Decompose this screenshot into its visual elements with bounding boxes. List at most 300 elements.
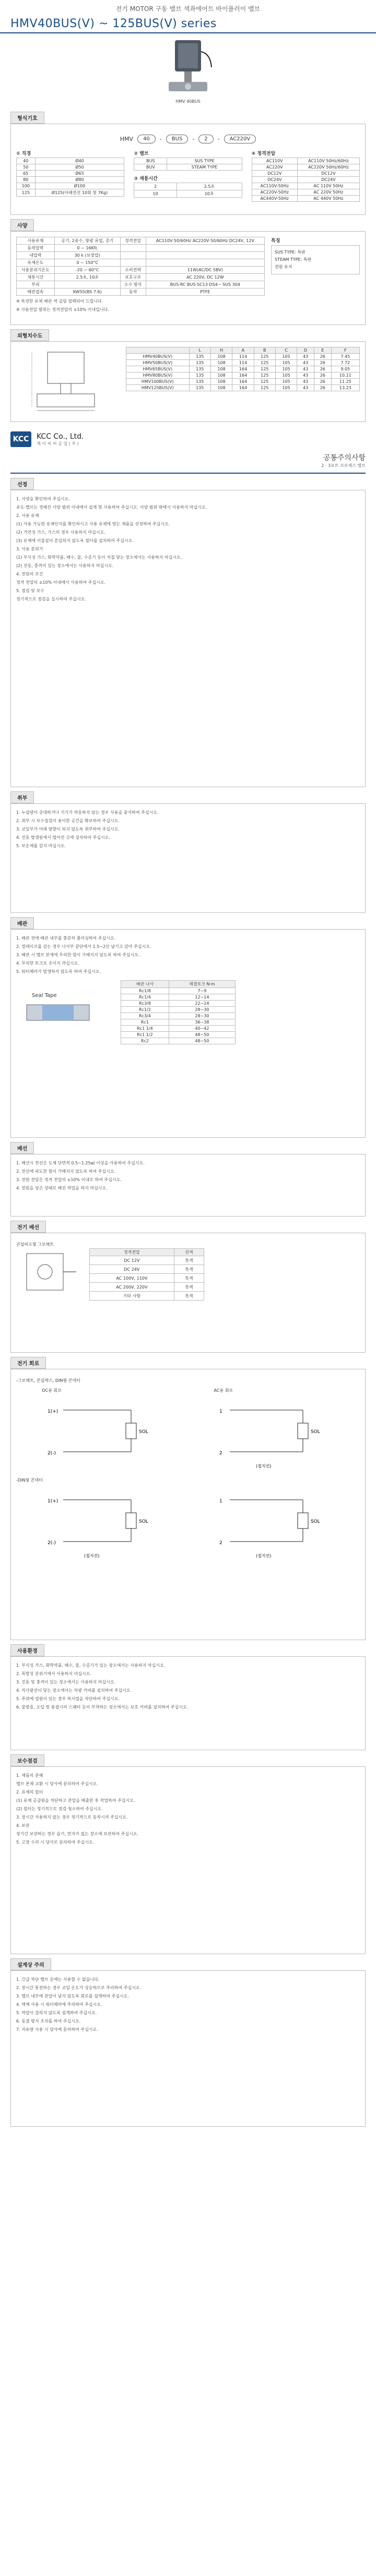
table-cell: 164 (232, 379, 254, 385)
table-row (90, 1292, 204, 1301)
product-subtitle: 전기 MOTOR 구동 밸브 색좌에어트 바이플러이 밸브 (115, 5, 261, 13)
table-cell: 13.23 (331, 385, 359, 391)
table-cell: 108 (210, 379, 232, 385)
table-row (17, 267, 265, 274)
text-line: 3. 사용 분위기 (16, 547, 43, 551)
table-cell: 125 (17, 189, 36, 197)
svg-text:2(-): 2(-) (47, 1540, 56, 1546)
table-cell: HMV40BUS(V) (126, 354, 190, 360)
svg-text:(접지선): (접지선) (255, 1464, 271, 1468)
table-cell: 2.5초, 10초 (54, 274, 120, 281)
text-line: 4. 진동 발생원에서 떨어진 곳에 설치하여 주십시오. (16, 835, 110, 840)
text-line: (3) 유체에 이물질이 혼입되지 않도록 필터를 설치하여 주십시오. (16, 538, 134, 543)
table-header-cell: D (297, 347, 314, 354)
table-cell: 30 k (보장압) (54, 252, 120, 259)
table-cell: 65 (17, 171, 36, 177)
svg-text:1(+): 1(+) (47, 1409, 58, 1414)
table-row (17, 252, 265, 259)
table-cell: 135 (189, 354, 210, 360)
elec-wiring-section-tab: 전기 배선 (10, 1221, 46, 1233)
table-cell: BUV (134, 164, 167, 171)
ac-circuit (214, 1385, 334, 1474)
svg-text:(접지선): (접지선) (255, 1554, 271, 1558)
precaution-section (10, 490, 366, 787)
table-cell: AC440V-50Hz (252, 196, 297, 202)
title-bar (0, 13, 376, 33)
table-row (17, 281, 265, 288)
seal-tape-label: Seal Tape (32, 992, 57, 998)
text-line: 2. 사용 유체 (16, 513, 39, 518)
table-cell: Rc2 (121, 1038, 169, 1044)
code-tables (16, 150, 360, 202)
table-cell: AC 200V, 220V (90, 1283, 174, 1292)
svg-text:1: 1 (219, 1409, 222, 1414)
table-header-cell: F (331, 347, 359, 354)
table-cell: KW55(BS 7.6) (54, 288, 120, 296)
design-section-tab: 설계상 주의 (10, 1958, 51, 1970)
text-line: 유도·밸브는 정해진 사양 범위 이내에서 설계 및 사용하여 주십시오. 사양 범위 밖에서 사용하지 마십시오. (16, 505, 207, 510)
table-cell: 7.72 (331, 360, 359, 366)
table-row (134, 158, 242, 164)
spec-table (16, 237, 265, 296)
table-header-cell: E (314, 347, 331, 354)
elec-caption: 큰설비소형 그로메트 (16, 1242, 54, 1247)
table-cell (146, 259, 264, 267)
table-row (126, 366, 360, 372)
table-row (252, 189, 359, 196)
table-cell: AC110V·50/60Hz AC220V·50/60Hz DC24V, 12V (146, 237, 264, 245)
table-row (126, 360, 360, 366)
table-cell (146, 252, 264, 259)
text-line: 2. 유체의 필터 (16, 1790, 43, 1795)
table-cell: 105 (275, 366, 297, 372)
code-col-size-title: ① 직경 (16, 151, 31, 157)
svg-text:SOL: SOL (138, 1519, 148, 1524)
table-cell: AC110V (252, 158, 297, 164)
text-line: 4. 전원의 조건 (16, 572, 43, 576)
table-cell: PTFE (146, 288, 264, 296)
table-cell: 43 (297, 354, 314, 360)
table-cell: 135 (189, 366, 210, 372)
table-cell: HMV65BUS(V) (126, 366, 190, 372)
table-cell: 소수 방식 (120, 281, 146, 288)
table-cell: Ø65 (35, 171, 124, 177)
spec-section-tab: 사양 (10, 219, 34, 231)
code-col-valve-title: ② 밸브 (134, 151, 149, 157)
table-cell: 105 (275, 379, 297, 385)
feature-item: SUS TYPE: 특판 (275, 250, 306, 255)
table-row (17, 237, 265, 245)
wiring-section (10, 1154, 366, 1217)
table-cell: 50 (17, 164, 36, 171)
table-cell: 48~50 (169, 1032, 235, 1038)
table-cell: 26 (314, 372, 331, 379)
table-cell: DC12V (252, 171, 297, 177)
table-row (252, 164, 359, 171)
table-cell: 135 (189, 379, 210, 385)
photo-caption: HMV 40BUS (175, 99, 201, 104)
torque-table (121, 980, 236, 1044)
table-cell: 배관접속 (17, 288, 55, 296)
text-line: 5. 역압이 걸리지 않도록 설계하여 주십시오. (16, 2011, 97, 2015)
text-line: 1. 부식성 가스, 화학약품, 해수, 물, 수증기가 있는 장소에서는 사용하지 마십시오. (16, 1663, 166, 1668)
table-row (17, 183, 124, 189)
text-line: (2) 가연성 가스, 가스의 경우 사용하지 마십시오. (16, 530, 105, 535)
text-line: 1. 사양을 확인하여 주십시오. (16, 497, 70, 501)
table-cell: 10.11 (331, 372, 359, 379)
svg-text:2: 2 (219, 1451, 222, 1456)
company-header (10, 426, 366, 452)
spec-note: ※ 특정한 유체 배관 색 실링 씰렉되어 드립니다. (16, 299, 103, 304)
svg-text:1: 1 (219, 1499, 222, 1504)
table-cell: Rc3/4 (121, 1013, 169, 1019)
table-cell: DC 12V (90, 1256, 174, 1265)
text-line: 5. 워터해머가 발생하지 않도록 하여 주십시오. (16, 969, 101, 974)
table-cell: 108 (210, 360, 232, 366)
table-cell: 26 (314, 360, 331, 366)
table-cell (120, 259, 146, 267)
text-line: (2) 진동, 충격이 있는 장소에서는 사용하지 마십시오. (16, 563, 114, 568)
circuit-section-tab: 전기 회로 (10, 1357, 46, 1369)
text-line: 2. 취부 시 보수점검이 용이한 공간을 확보하여 주십시오. (16, 818, 120, 823)
piping-section-tab: 배관 (10, 917, 34, 929)
text-line: 밸브 본체 교환 시 당사에 문의하여 주십시오. (16, 1781, 98, 1786)
spec-section (10, 231, 366, 325)
table-cell: AC110V-50Hz (252, 183, 297, 189)
company-name: KCC Co., Ltd. (37, 432, 84, 441)
wire-color-table (89, 1248, 204, 1301)
valve-photo (0, 33, 376, 112)
code-col-size (16, 150, 124, 202)
table-cell: 28~30 (169, 1007, 235, 1013)
table-cell: HMV125BUS(V) (126, 385, 190, 391)
table-cell (54, 281, 120, 288)
kcc-logo: KCC (10, 431, 31, 447)
table-row (90, 1274, 204, 1283)
table-cell: 43 (297, 385, 314, 391)
table-cell: 40 (17, 158, 36, 164)
text-line: 1. 누설량이 증대하거나 기기가 작동하지 않는 경우 사용을 중지하여 주십시오. (16, 810, 159, 815)
table-cell: 114 (232, 360, 254, 366)
spec-notes (16, 298, 265, 313)
text-line: 정기적으로 점검을 실시하여 주십시오. (16, 597, 86, 601)
table-row (126, 379, 360, 385)
table-cell: Rc1 1/4 (121, 1026, 169, 1032)
table-cell: DC12V (297, 171, 359, 177)
table-cell: STEAM TYPE (167, 164, 242, 171)
features-box (271, 237, 360, 315)
text-line: 3. 진동 및 충격이 있는 장소에서는 사용하지 마십시오. (16, 1680, 116, 1684)
table-cell: Ø125(아래전선 10회 및 7Kg) (35, 189, 124, 197)
table-header-cell: L (189, 347, 210, 354)
table-cell: Rc1/2 (121, 1007, 169, 1013)
install-section-tab: 취부 (10, 791, 34, 803)
text-line: (1) 부식성 가스, 화학약품, 해수, 물, 수증기 등이 직접 닿는 장소에서는 사용하지 마십시오. (16, 555, 182, 560)
table-cell: 108 (210, 366, 232, 372)
valve-illustration (159, 36, 217, 109)
table-row (121, 1013, 236, 1019)
table-cell: 11.25 (331, 379, 359, 385)
table-header-cell: H (210, 347, 232, 354)
text-line: 6. 동결 방지 조치를 하여 주십시오. (16, 2019, 81, 2024)
table-cell: HMV100BUS(V) (126, 379, 190, 385)
dimension-section (10, 341, 366, 422)
table-row (252, 183, 359, 189)
table-row (252, 177, 359, 183)
grommet-diagram (16, 1248, 79, 1301)
code-section (10, 124, 366, 215)
table-cell: 7~9 (169, 988, 235, 994)
table-row (121, 988, 236, 994)
table-cell: 125 (254, 366, 275, 372)
table-row (121, 994, 236, 1001)
svg-text:1(+): 1(+) (47, 1499, 58, 1504)
text-line: 정격 전압의 ±10% 이내에서 사용하여 주십시오. (16, 580, 106, 585)
table-cell: 108 (210, 354, 232, 360)
dimension-section-tab: 외형치수도 (10, 329, 49, 341)
text-line: (1) 사용 가능한 유체인지를 확인하시고 사용 유체에 맞는 제품을 선정하여 주십시오. (16, 522, 170, 526)
circuit-section (10, 1369, 366, 1640)
text-line: 2. 폭발성 분위기에서 사용하지 마십시오. (16, 1671, 91, 1676)
table-row (90, 1256, 204, 1265)
table-cell: 26 (314, 366, 331, 372)
table-row (17, 274, 265, 281)
table-cell: Ø50 (35, 164, 124, 171)
table-cell: Rc1 1/2 (121, 1032, 169, 1038)
table-cell: 10 (134, 190, 177, 198)
table-cell: 125 (254, 360, 275, 366)
text-line: 4. 직사광선이 닿는 장소에서는 차광 커버를 설치하여 주십시오. (16, 1688, 132, 1693)
table-cell: 114 (232, 354, 254, 360)
dc-circuit (42, 1385, 162, 1474)
table-cell: 내압력 (17, 252, 55, 259)
table-header-cell: C (275, 347, 297, 354)
table-cell: AC 220V 50Hz (297, 189, 359, 196)
table-cell: AC110V 50Hz/60Hz (297, 158, 359, 164)
table-cell: 48~50 (169, 1038, 235, 1044)
table-header-cell: B (254, 347, 275, 354)
code-col-voltage (252, 150, 360, 202)
table-row (134, 183, 242, 190)
table-cell: 164 (232, 372, 254, 379)
table-row (252, 171, 359, 177)
text-line: 5. 고장 수리 시 당사로 문의하여 주십시오. (16, 1840, 95, 1845)
table-cell: 135 (189, 360, 210, 366)
table-cell: Ø100 (35, 183, 124, 189)
common-precautions-subtitle: 2 · 3포트 프로세스 밸브 (321, 463, 366, 468)
table-cell: AC 110V 50Hz (297, 183, 359, 189)
table-cell: 재통시간 (17, 274, 55, 281)
text-line: 1. 긴급 차단 밸브 등에는 사용할 수 없습니다. (16, 1977, 100, 1982)
time-table (134, 183, 242, 198)
text-line: 1. 배선시 전선은 도체 단면적 0.5~1.25㎟ 이상을 사용하여 주십시오. (16, 1161, 145, 1165)
table-cell: 22~24 (169, 1001, 235, 1007)
svg-text:2: 2 (219, 1540, 222, 1546)
table-cell: 공기, 2종수, 방광 유립, 증기 (54, 237, 120, 245)
table-row (121, 1032, 236, 1038)
text-line: 2. 전선에 과도한 힘이 가해지지 않도록 하여 주십시오. (16, 1169, 116, 1174)
table-row (134, 190, 242, 198)
text-line: 장기간 보관하는 경우 습기, 먼지가 없는 장소에 보관하여 주십시오. (16, 1832, 139, 1836)
text-line: 3. 전원 전압은 정격 전압의 ±10% 이내로 하여 주십시오. (16, 1177, 122, 1182)
table-cell: Ø40 (35, 158, 124, 164)
table-cell: 26 (314, 385, 331, 391)
table-cell: 기타 사항 (90, 1292, 174, 1301)
table-row (121, 1038, 236, 1044)
features-title: 특징 (271, 238, 280, 244)
code-voltage: AC220V (224, 135, 256, 143)
text-line: 3. 장시간 사용하지 않는 경우 정기적으로 동작시켜 주십시오. (16, 1815, 128, 1820)
table-cell: 105 (275, 360, 297, 366)
text-line: (2) 필터는 정기적으로 점검·청소하여 주십시오. (16, 1807, 103, 1811)
table-cell: 0 ~ 16Kfc (54, 245, 120, 252)
table-cell: -20 ~ 60°C (54, 267, 120, 274)
table-cell: 26 (314, 354, 331, 360)
table-row (90, 1283, 204, 1292)
table-row (252, 158, 359, 164)
table-cell: 135 (189, 385, 210, 391)
precaution-section-tab: 선정 (10, 478, 34, 490)
table-cell: 부피 (17, 281, 55, 288)
table-row (121, 1026, 236, 1032)
table-cell: 80 (17, 177, 36, 183)
circuit-grommet-caption: -그로메트, 콘실박스, DIN형 콘넥터 (16, 1378, 80, 1383)
table-cell: Rc1/4 (121, 994, 169, 1001)
elec-wiring-section (10, 1233, 366, 1353)
table-cell: 100 (17, 183, 36, 189)
table-cell: AC220V (252, 164, 297, 171)
piping-section (10, 929, 366, 1138)
size-table (16, 158, 124, 197)
table-cell: 흑색 (174, 1274, 204, 1283)
table-cell: 보호구조 (120, 274, 146, 281)
table-row (17, 177, 124, 183)
text-line: 4. 무리한 토크로 조이지 마십시오. (16, 961, 79, 966)
table-cell: 105 (275, 354, 297, 360)
table-cell: HMV80BUS(V) (126, 372, 190, 379)
table-cell: 26 (314, 379, 331, 385)
table-cell: 108 (210, 372, 232, 379)
table-cell: 10초 (177, 190, 242, 198)
feature-item: 전원 유지 (275, 264, 292, 269)
table-cell: 흑색 (174, 1292, 204, 1301)
design-section (10, 1970, 366, 2127)
table-cell: 125 (254, 372, 275, 379)
table-cell (120, 245, 146, 252)
table-cell: 사용유체 (17, 237, 55, 245)
table-row (17, 164, 124, 171)
table-cell: 105 (275, 372, 297, 379)
table-cell: 135 (189, 372, 210, 379)
table-cell: BUS·RC BUS·SC13 DS4~ SUS 304 (146, 281, 264, 288)
model-code-row: HMV 40 - BUS - 2 - AC220V (16, 135, 360, 143)
table-cell: 43 (297, 366, 314, 372)
table-cell: 125 (254, 385, 275, 391)
table-cell: AC 440V 50Hz (297, 196, 359, 202)
table-cell: 164 (232, 385, 254, 391)
text-line: (1) 유체 공급원을 차단하고 잔압을 배출한 후 작업하여 주십시오. (16, 1798, 135, 1803)
usage-section-tab: 사용환경 (10, 1644, 44, 1656)
table-cell: 흑색 (174, 1265, 204, 1274)
text-line: 1. 배관 전에 배관 내부를 충분히 플러싱하여 주십시오. (16, 936, 116, 941)
text-line: 2. 장시간 통전하는 경우 코일 온도가 상승하므로 주의하여 주십시오. (16, 1985, 142, 1990)
table-header-cell: 배관 나사 (121, 981, 169, 988)
page-title: HMV40BUS(V) ~ 125BUS(V) series (10, 17, 217, 30)
svg-text:(접지선): (접지선) (84, 1554, 99, 1558)
table-cell: 105 (275, 385, 297, 391)
table-cell: 흑색 (174, 1256, 204, 1265)
table-cell: Rc1/8 (121, 988, 169, 994)
table-cell: 정격전압 (120, 237, 146, 245)
table-cell: 9.05 (331, 366, 359, 372)
feature-item: STEAM TYPE: 특판 (275, 257, 312, 262)
table-cell: 0 ~ 150°C (54, 259, 120, 267)
table-cell: AC220V-50Hz (252, 189, 297, 196)
text-line: 5. 점검 및 보수 (16, 588, 44, 593)
table-header-cell: 정격전압 (90, 1249, 174, 1256)
table-header-cell: A (232, 347, 254, 354)
table-cell: 43 (297, 372, 314, 379)
table-header-cell: 체결토크 N·m (169, 981, 235, 988)
text-line: 4. 보관 (16, 1823, 30, 1828)
table-cell: AC220V 50Hz/60Hz (297, 164, 359, 171)
table-cell: DC24V (252, 177, 297, 183)
text-line: 4. 액체 사용 시 워터해머에 주의하여 주십시오. (16, 2002, 102, 2007)
table-row (252, 196, 359, 202)
table-cell: 사용분위기온도 (17, 267, 55, 274)
dc-circuit-diagram (42, 1394, 162, 1473)
table-row (17, 288, 265, 296)
table-cell: 40~42 (169, 1026, 235, 1032)
table-cell: 2.5초 (177, 183, 242, 190)
code-col-valve (134, 150, 242, 202)
table-row (17, 245, 265, 252)
table-row (126, 385, 360, 391)
table-cell: 43 (297, 379, 314, 385)
dimension-table (126, 347, 360, 391)
svg-text:SOL: SOL (310, 1519, 320, 1524)
code-col-time-title: ③ 재통시간 (134, 176, 158, 182)
table-row (121, 1001, 236, 1007)
table-row (90, 1265, 204, 1274)
table-header-row (90, 1249, 204, 1256)
dimension-drawing (16, 347, 121, 415)
text-line: 5. 주위에 열원이 있는 경우 복사열을 차단하여 주십시오. (16, 1696, 120, 1701)
table-cell: AC 100V, 110V (90, 1274, 174, 1283)
seal-tape-diagram (16, 984, 110, 1041)
code-size: 40 (137, 135, 156, 143)
table-header-cell (126, 347, 190, 354)
code-time: 2 (198, 135, 213, 143)
code-valve: BUS (166, 135, 189, 143)
din-ac-circuit-diagram (214, 1484, 334, 1562)
table-row (121, 1019, 236, 1026)
table-cell: 유체온도 (17, 259, 55, 267)
table-cell (120, 252, 146, 259)
circuit-din-caption: -DIN형 콘넥터 (16, 1478, 43, 1483)
table-cell: 125 (254, 354, 275, 360)
table-header-row (126, 347, 360, 354)
svg-text:SOL: SOL (310, 1429, 320, 1435)
text-line: 6. 물방울, 오일 및 용접시의 스패터 등이 부착하는 장소에서는 보호 커버를 설치하여 주십시오. (16, 1705, 189, 1710)
table-cell: 동작압력 (17, 245, 55, 252)
code-col-voltage-title: ④ 정격전압 (251, 151, 276, 157)
ac-circuit-title: AC용 회로 (214, 1388, 233, 1393)
table-cell: 12~14 (169, 994, 235, 1001)
table-cell: 43 (297, 360, 314, 366)
table-cell: 2 (134, 183, 177, 190)
wiring-section-tab: 배선 (10, 1142, 34, 1154)
